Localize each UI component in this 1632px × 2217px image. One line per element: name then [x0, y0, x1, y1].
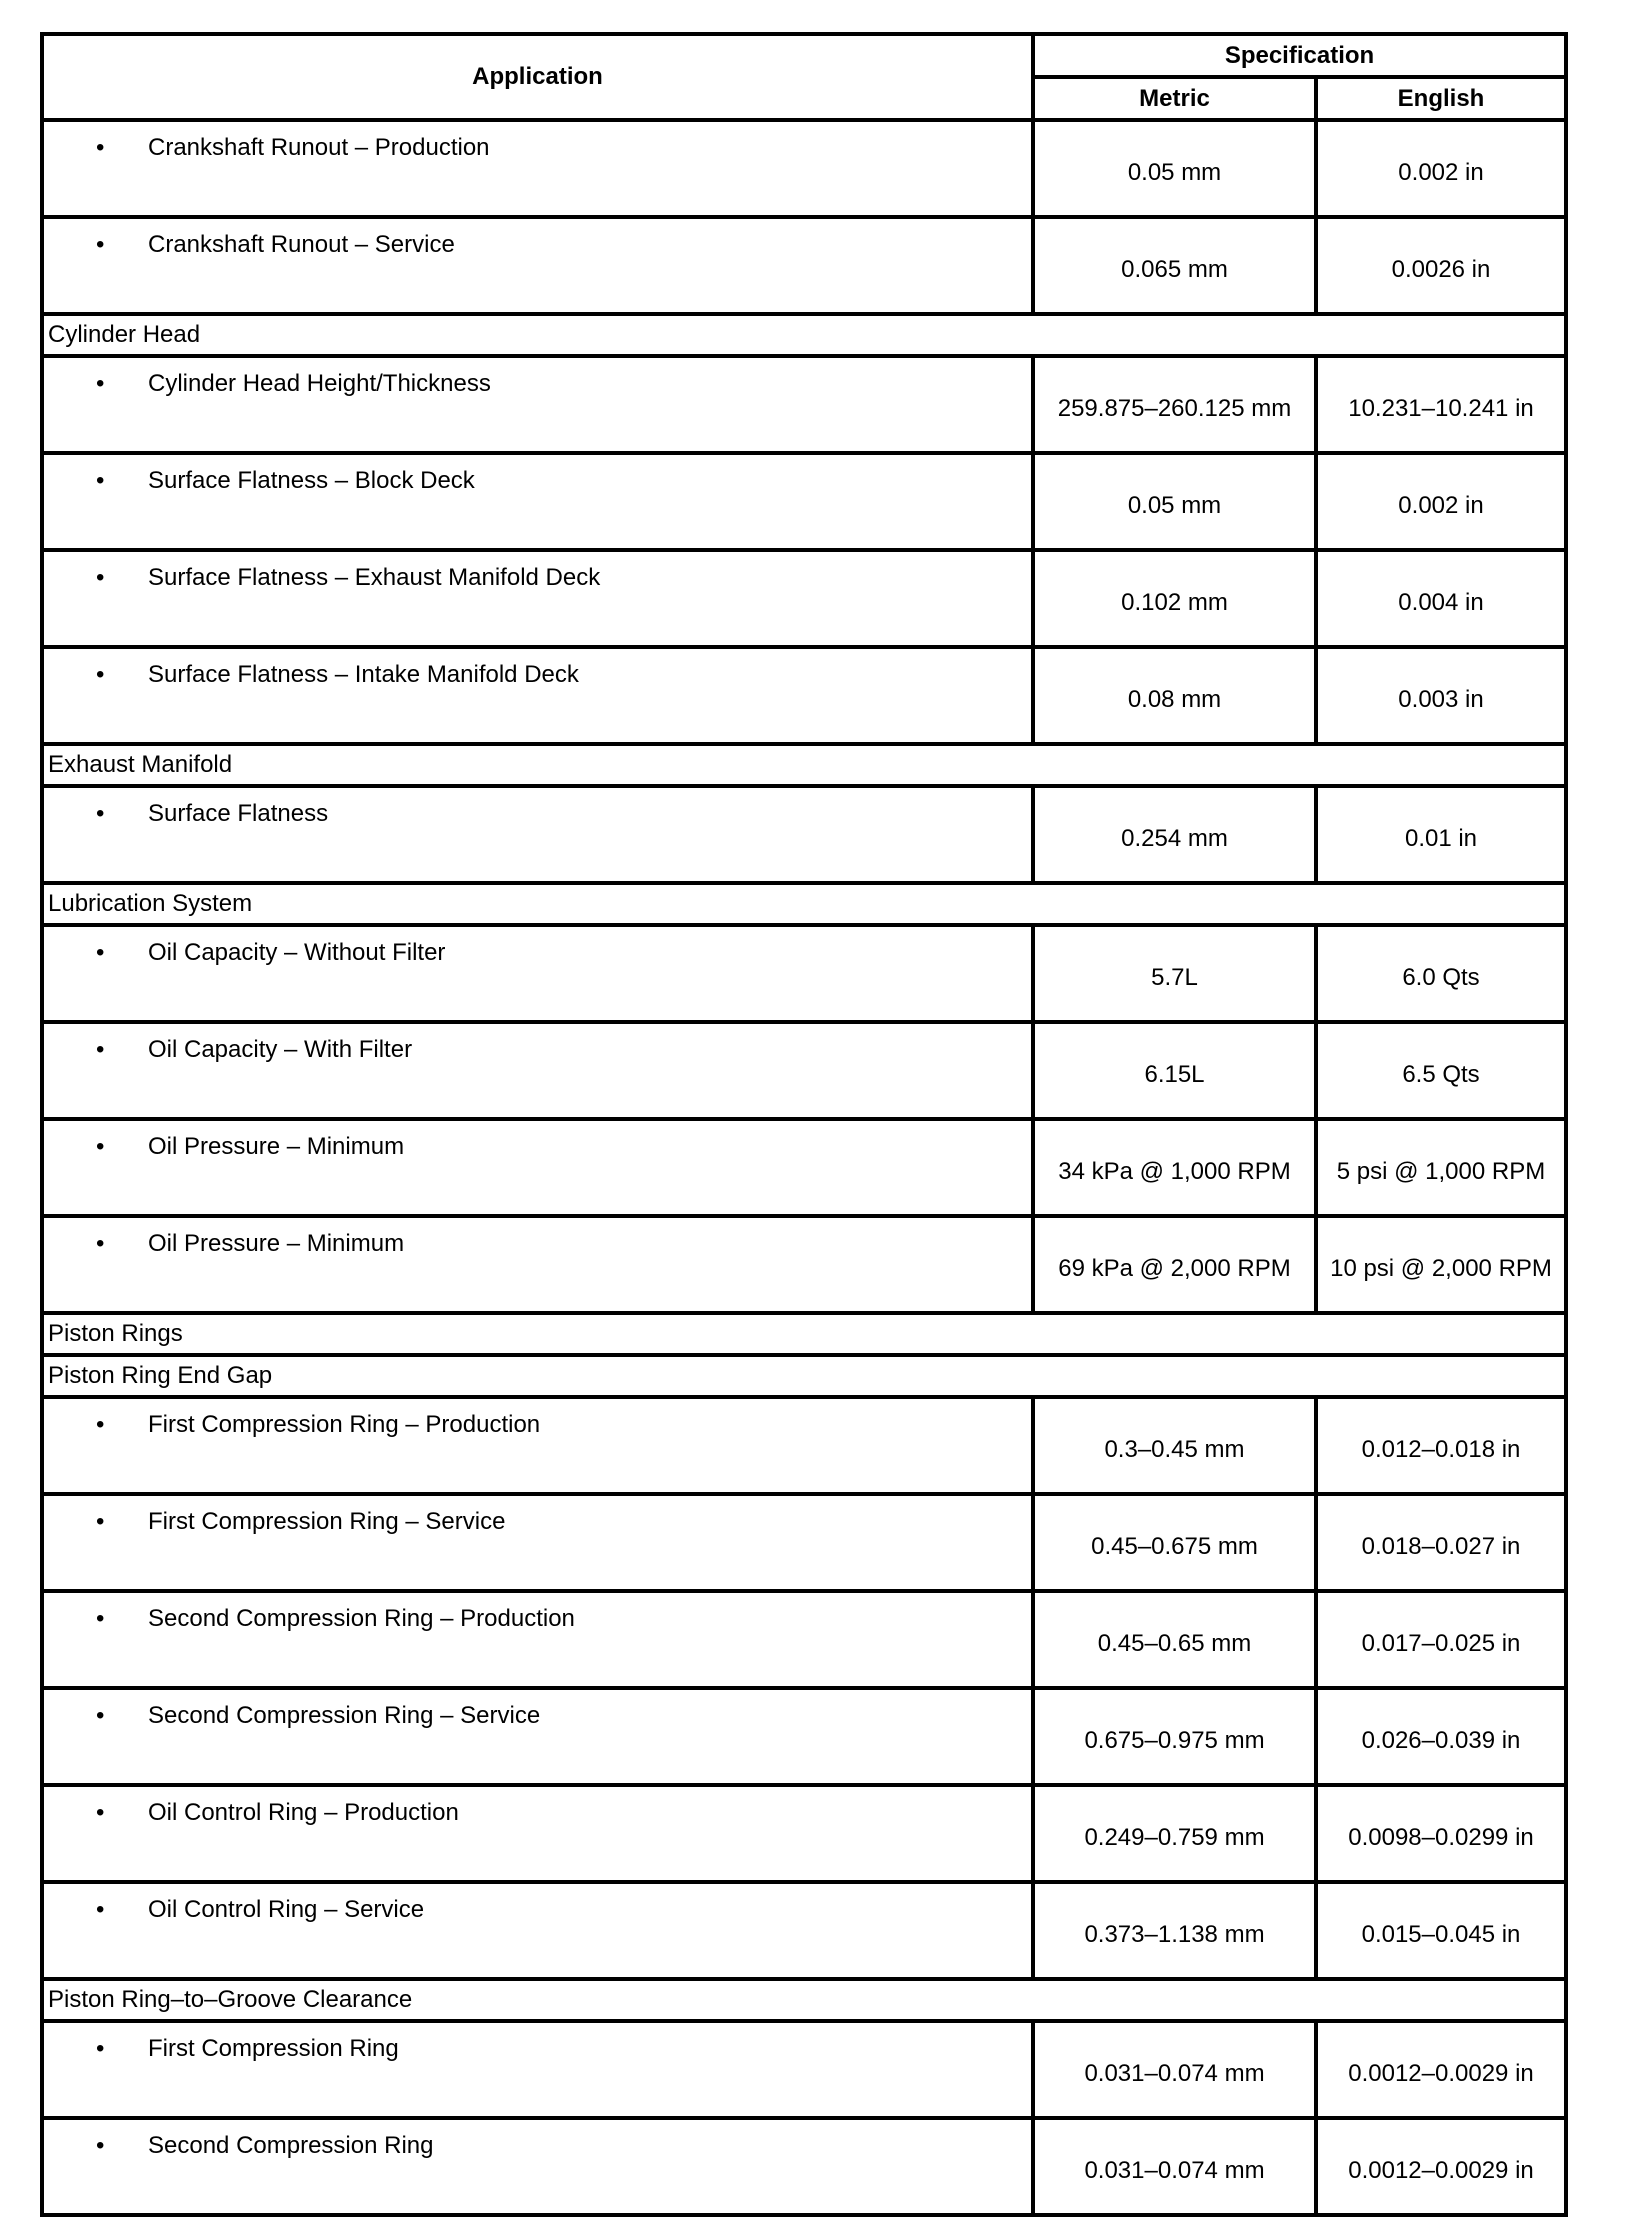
section-title: Lubrication System — [42, 883, 1566, 925]
application-cell — [42, 647, 1033, 744]
english-value: 0.0012–0.0029 in — [1316, 2021, 1566, 2118]
section-row — [42, 314, 1566, 356]
table-row — [42, 786, 1566, 883]
bullet-icon: • — [96, 1702, 105, 1729]
bullet-icon: • — [96, 661, 105, 688]
table-row — [42, 647, 1566, 744]
english-value: 0.002 in — [1316, 120, 1566, 217]
table-row — [42, 1397, 1566, 1494]
english-value: 0.026–0.039 in — [1316, 1688, 1566, 1785]
bullet-icon: • — [96, 1508, 105, 1535]
bullet-icon: • — [96, 939, 105, 966]
metric-header: Metric — [1033, 77, 1316, 120]
application-header: Application — [42, 34, 1033, 120]
table-row — [42, 1785, 1566, 1882]
metric-value: 0.45–0.675 mm — [1033, 1494, 1316, 1591]
metric-value: 0.45–0.65 mm — [1033, 1591, 1316, 1688]
specification-header: Specification — [1033, 34, 1566, 77]
section-row — [42, 883, 1566, 925]
application-cell — [42, 1494, 1033, 1591]
english-value: 10 psi @ 2,000 RPM — [1316, 1216, 1566, 1313]
application-label: Surface Flatness – Exhaust Manifold Deck — [148, 564, 601, 591]
section-title: Piston Ring–to–Groove Clearance — [42, 1979, 1566, 2021]
table-row — [42, 217, 1566, 314]
application-label: Second Compression Ring – Production — [148, 1605, 575, 1632]
table-row — [42, 1688, 1566, 1785]
application-cell — [42, 1785, 1033, 1882]
english-value: 6.5 Qts — [1316, 1022, 1566, 1119]
bullet-icon: • — [96, 1605, 105, 1632]
bullet-icon: • — [96, 370, 105, 397]
english-value: 10.231–10.241 in — [1316, 356, 1566, 453]
application-label: Oil Capacity – With Filter — [148, 1036, 413, 1063]
bullet-icon: • — [96, 1230, 105, 1257]
english-value: 0.017–0.025 in — [1316, 1591, 1566, 1688]
english-value: 0.018–0.027 in — [1316, 1494, 1566, 1591]
application-cell — [42, 1397, 1033, 1494]
application-cell — [42, 1882, 1033, 1979]
metric-value: 0.031–0.074 mm — [1033, 2118, 1316, 2215]
application-cell — [42, 550, 1033, 647]
header-row — [42, 34, 1566, 77]
table-row — [42, 925, 1566, 1022]
metric-value: 259.875–260.125 mm — [1033, 356, 1316, 453]
application-label: First Compression Ring — [148, 2035, 399, 2062]
application-cell — [42, 217, 1033, 314]
metric-value: 0.254 mm — [1033, 786, 1316, 883]
application-cell — [42, 120, 1033, 217]
application-cell — [42, 1216, 1033, 1313]
metric-value: 0.05 mm — [1033, 453, 1316, 550]
bullet-icon: • — [96, 1411, 105, 1438]
application-label: Oil Control Ring – Service — [148, 1896, 425, 1923]
bullet-icon: • — [96, 2035, 105, 2062]
application-label: Oil Pressure – Minimum — [148, 1133, 405, 1160]
application-label: First Compression Ring – Production — [148, 1411, 541, 1438]
application-cell — [42, 1119, 1033, 1216]
bullet-icon: • — [96, 800, 105, 827]
metric-value: 0.05 mm — [1033, 120, 1316, 217]
bullet-icon: • — [96, 467, 105, 494]
specification-table — [40, 32, 1568, 2217]
table-row — [42, 1216, 1566, 1313]
bullet-icon: • — [96, 231, 105, 258]
application-cell — [42, 786, 1033, 883]
application-label: Oil Control Ring – Production — [148, 1799, 459, 1826]
bullet-icon: • — [96, 134, 105, 161]
table-row — [42, 1591, 1566, 1688]
application-label: First Compression Ring – Service — [148, 1508, 506, 1535]
application-label: Crankshaft Runout – Service — [148, 231, 455, 258]
table-row — [42, 1494, 1566, 1591]
section-row — [42, 1979, 1566, 2021]
application-cell — [42, 925, 1033, 1022]
metric-value: 0.031–0.074 mm — [1033, 2021, 1316, 2118]
application-label: Surface Flatness – Block Deck — [148, 467, 475, 494]
english-value: 5 psi @ 1,000 RPM — [1316, 1119, 1566, 1216]
metric-value: 6.15L — [1033, 1022, 1316, 1119]
bullet-icon: • — [96, 1799, 105, 1826]
metric-value: 34 kPa @ 1,000 RPM — [1033, 1119, 1316, 1216]
metric-value: 0.249–0.759 mm — [1033, 1785, 1316, 1882]
english-header: English — [1316, 77, 1566, 120]
application-cell — [42, 2021, 1033, 2118]
english-value: 0.003 in — [1316, 647, 1566, 744]
section-row — [42, 1355, 1566, 1397]
english-value: 6.0 Qts — [1316, 925, 1566, 1022]
application-label: Oil Capacity – Without Filter — [148, 939, 446, 966]
application-label: Second Compression Ring – Service — [148, 1702, 541, 1729]
english-value: 0.004 in — [1316, 550, 1566, 647]
application-label: Oil Pressure – Minimum — [148, 1230, 405, 1257]
table-row — [42, 1882, 1566, 1979]
application-label: Cylinder Head Height/Thickness — [148, 370, 491, 397]
application-label: Crankshaft Runout – Production — [148, 134, 490, 161]
table-body — [42, 120, 1566, 2215]
bullet-icon: • — [96, 1896, 105, 1923]
application-label: Surface Flatness – Intake Manifold Deck — [148, 661, 579, 688]
metric-value: 69 kPa @ 2,000 RPM — [1033, 1216, 1316, 1313]
application-cell — [42, 2118, 1033, 2215]
table-row — [42, 356, 1566, 453]
table-row — [42, 1022, 1566, 1119]
table-row — [42, 1119, 1566, 1216]
application-cell — [42, 1688, 1033, 1785]
metric-value: 0.373–1.138 mm — [1033, 1882, 1316, 1979]
table-row — [42, 120, 1566, 217]
english-value: 0.012–0.018 in — [1316, 1397, 1566, 1494]
section-title: Piston Rings — [42, 1313, 1566, 1355]
application-label: Surface Flatness — [148, 800, 329, 827]
metric-value: 0.08 mm — [1033, 647, 1316, 744]
english-value: 0.0098–0.0299 in — [1316, 1785, 1566, 1882]
english-value: 0.01 in — [1316, 786, 1566, 883]
application-cell — [42, 1591, 1033, 1688]
section-row — [42, 744, 1566, 786]
application-label: Second Compression Ring — [148, 2132, 434, 2159]
english-value: 0.002 in — [1316, 453, 1566, 550]
metric-value: 0.065 mm — [1033, 217, 1316, 314]
section-title: Exhaust Manifold — [42, 744, 1566, 786]
table-row — [42, 453, 1566, 550]
bullet-icon: • — [96, 1036, 105, 1063]
application-cell — [42, 453, 1033, 550]
application-cell — [42, 356, 1033, 453]
metric-value: 5.7L — [1033, 925, 1316, 1022]
english-value: 0.0026 in — [1316, 217, 1566, 314]
application-cell — [42, 1022, 1033, 1119]
english-value: 0.0012–0.0029 in — [1316, 2118, 1566, 2215]
metric-value: 0.3–0.45 mm — [1033, 1397, 1316, 1494]
section-title: Piston Ring End Gap — [42, 1355, 1566, 1397]
section-row — [42, 1313, 1566, 1355]
metric-value: 0.675–0.975 mm — [1033, 1688, 1316, 1785]
table-row — [42, 2118, 1566, 2215]
table-row — [42, 550, 1566, 647]
bullet-icon: • — [96, 2132, 105, 2159]
bullet-icon: • — [96, 564, 105, 591]
english-value: 0.015–0.045 in — [1316, 1882, 1566, 1979]
bullet-icon: • — [96, 1133, 105, 1160]
metric-value: 0.102 mm — [1033, 550, 1316, 647]
section-title: Cylinder Head — [42, 314, 1566, 356]
table-row — [42, 2021, 1566, 2118]
